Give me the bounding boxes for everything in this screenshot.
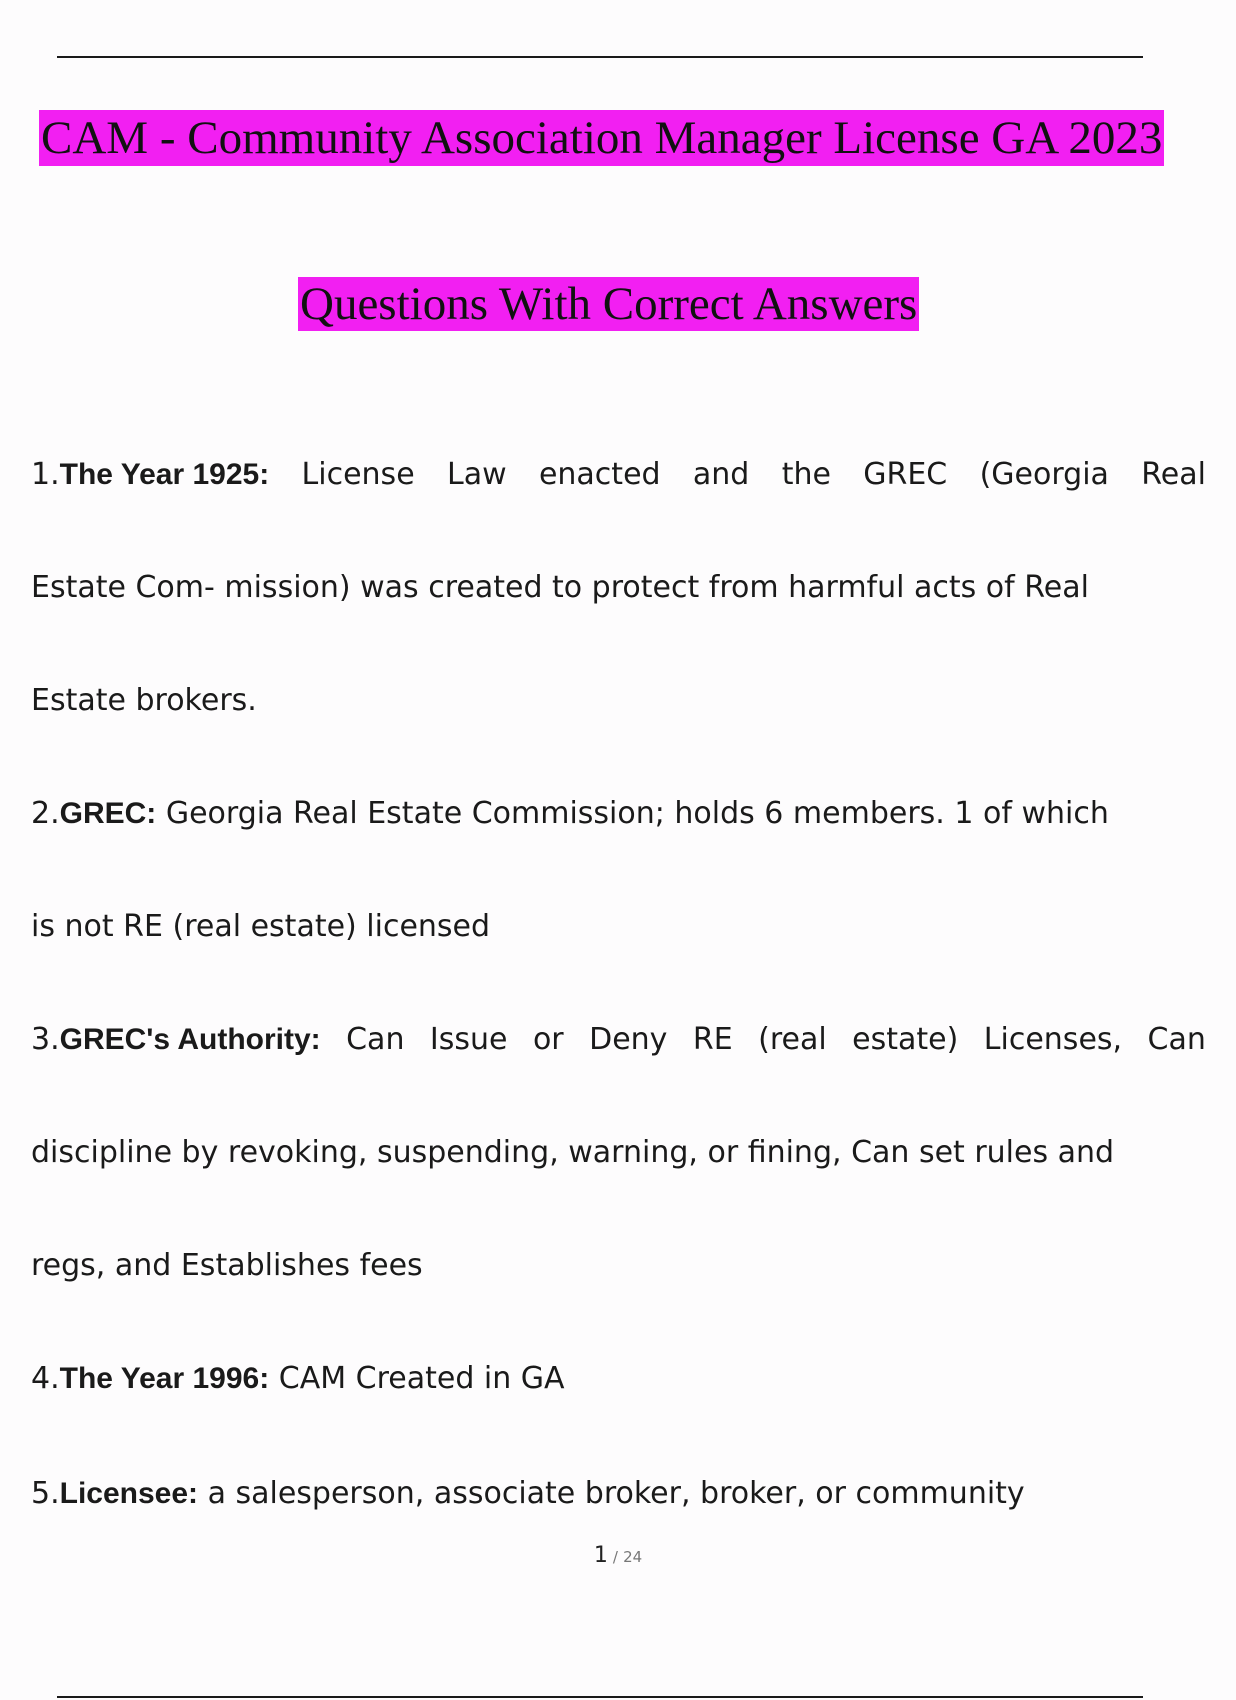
item-2-line-2: is not RE (real estate) licensed (31, 909, 491, 944)
item-word: Licenses, (983, 1022, 1123, 1057)
current-page: 1 (593, 1543, 608, 1568)
item-word: Real (1141, 457, 1206, 492)
item-number: 2. (31, 796, 60, 831)
item-term: GREC's Authority: (59, 1023, 321, 1056)
item-word: or (532, 1022, 564, 1057)
item-word: (Georgia (979, 457, 1109, 492)
item-word: Deny (589, 1022, 668, 1057)
document-title: CAM - Community Association Manager License GA 2023 (41, 112, 1163, 164)
item-4-line-1 (31, 1359, 1200, 1399)
item-number: 3. (31, 1022, 60, 1057)
item-text: Georgia Real Estate Commission; holds 6 members. 1 of which (165, 796, 1109, 831)
item-word: RE (692, 1022, 733, 1057)
item-number: 1. (31, 457, 60, 492)
item-word: GREC (863, 457, 948, 492)
item-number: 4. (31, 1361, 60, 1396)
item-term: The Year 1996: (59, 1362, 270, 1395)
total-pages: 24 (623, 1548, 643, 1566)
item-3-line-2: discipline by revoking, suspending, warning, or fining, Can set rules and (31, 1135, 1115, 1170)
bottom-divider (57, 1696, 1143, 1698)
page-separator: / (612, 1548, 618, 1566)
item-word: enacted (538, 457, 661, 492)
item-number: 5. (31, 1476, 60, 1511)
item-word: Law (446, 457, 507, 492)
item-word: Can (346, 1022, 405, 1057)
item-text: a salesperson, associate broker, broker, or community (207, 1476, 1025, 1511)
item-3-line-3: regs, and Establishes fees (31, 1248, 423, 1283)
item-1-line-1 (31, 455, 1206, 495)
item-word: Can (1147, 1022, 1206, 1057)
document-subtitle: Questions With Correct Answers (300, 278, 918, 330)
item-term: The Year 1925: (59, 458, 270, 491)
item-term: Licensee: (59, 1477, 199, 1510)
item-3-line-1 (31, 1020, 1206, 1060)
item-1-line-3: Estate brokers. (31, 683, 257, 718)
item-word: and (692, 457, 750, 492)
item-5-line-1 (31, 1474, 1200, 1514)
item-term: GREC: (59, 797, 157, 830)
item-word: the (781, 457, 831, 492)
item-word: License (301, 457, 415, 492)
item-word: Issue (429, 1022, 508, 1057)
item-1-line-2: Estate Com- mission) was created to protect from harmful acts of Real (31, 570, 1089, 605)
page-indicator (0, 1543, 1236, 1568)
item-word: (real (758, 1022, 827, 1057)
item-word: estate) (852, 1022, 959, 1057)
item-2-line-1 (31, 794, 1200, 834)
item-text: CAM Created in GA (278, 1361, 565, 1396)
top-divider (57, 56, 1143, 58)
